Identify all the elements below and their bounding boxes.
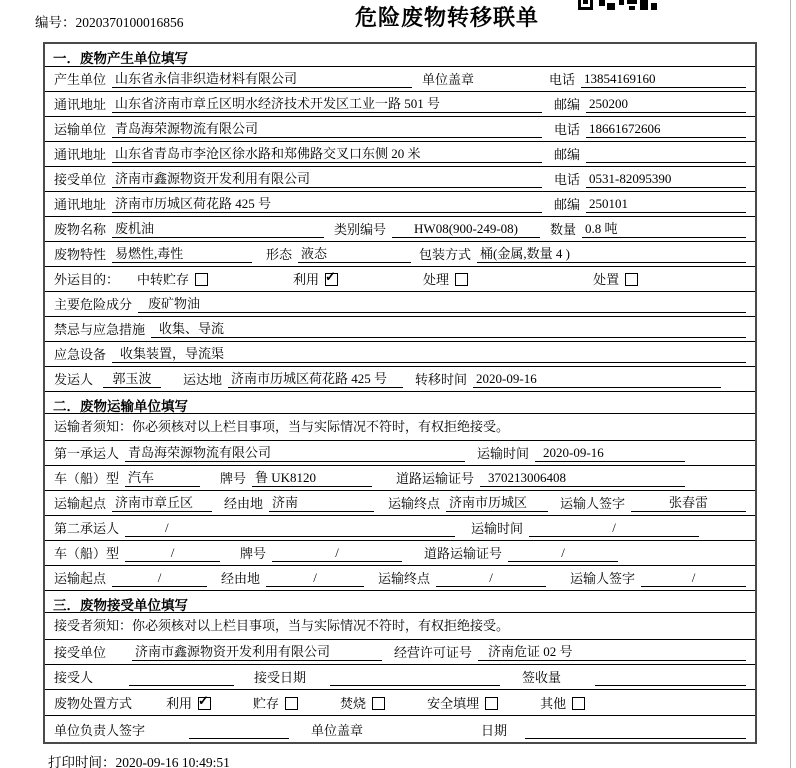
row-purpose: [45, 266, 755, 291]
transporter-value: 青岛海荣源物流有限公司: [112, 118, 542, 138]
carrier1-label: 第一承运人: [54, 446, 120, 461]
receiver-value: 济南市鑫源物资开发利用有限公司: [112, 168, 542, 188]
vehicle-label: 车（船）型: [54, 546, 120, 561]
via-label: 经由地: [224, 496, 264, 511]
row-carrier1: [45, 440, 755, 465]
origin-label: 运输起点: [54, 496, 107, 511]
stamp-label: 单位盖章: [422, 72, 475, 87]
row-receiver: [45, 166, 755, 191]
transporter-label: 运输单位: [54, 122, 107, 137]
property-label: 废物特性: [54, 247, 107, 262]
carrier-sign-label: 运输人签字: [570, 571, 636, 586]
stamp-label: 单位盖章: [311, 723, 364, 738]
dest-value: 济南市历城区荷花路 425 号: [228, 368, 403, 388]
permit1-value: 370213006408: [480, 470, 685, 487]
waste-name-label: 废物名称: [54, 222, 107, 237]
carrier2-value: /: [125, 520, 455, 537]
phone-label: 电话: [553, 172, 580, 187]
transporter-phone-value: 18661672606: [586, 121, 746, 138]
disposal-label: 废物处置方式: [54, 696, 133, 711]
row-route1: [45, 490, 755, 515]
qty-value: 0.8 吨: [582, 218, 746, 238]
transporter-notice-text: 运输者须知：你必须核对以上栏目事项，当与实际情况不符时，有权拒绝接受。: [54, 419, 510, 434]
license-value: 济南危证 02 号: [478, 641, 746, 661]
shipper-value: 郭玉波: [103, 368, 161, 388]
terminus-label: 运输终点: [378, 571, 431, 586]
zip-label: 邮编: [553, 197, 580, 212]
package-label: 包装方式: [419, 247, 472, 262]
transfer-time-label: 转移时间: [415, 372, 468, 387]
trans-time-label: 运输时间: [477, 446, 530, 461]
head-sign-label: 单位负责人签字: [54, 723, 146, 738]
date-value: [525, 722, 746, 739]
phone-label: 电话: [553, 122, 580, 137]
receiver-label: 接受单位: [54, 172, 107, 187]
row-receiver-addr: [45, 191, 755, 216]
disposal-option-label: 安全填埋: [427, 696, 480, 711]
waste-name-value: 废机油: [112, 218, 324, 238]
disposal-checkbox-other: [572, 697, 585, 710]
row-waste-property: [45, 241, 755, 266]
equipment-label: 应急设备: [54, 347, 107, 362]
origin2-value: /: [112, 570, 207, 587]
disposal-checkbox-landfill: [485, 697, 498, 710]
row-disposal: [45, 689, 755, 715]
addr-label: 通讯地址: [54, 97, 107, 112]
taboo-label: 禁忌与应急措施: [54, 322, 146, 337]
receive-unit-value: 济南市鑫源物资开发利用有限公司: [132, 641, 382, 661]
sign1-value: 张春雷: [631, 492, 746, 512]
addr-label: 通讯地址: [54, 197, 107, 212]
purpose-checkbox-treat: [455, 273, 468, 286]
purpose-option-label: 利用: [293, 272, 320, 287]
terminus-label: 运输终点: [388, 496, 441, 511]
license-label: 经营许可证号: [394, 645, 473, 660]
purpose-option-label: 中转贮存: [137, 272, 190, 287]
purpose-option-label: 处置: [593, 272, 620, 287]
via-label: 经由地: [221, 571, 261, 586]
addr-label: 通讯地址: [54, 147, 107, 162]
row-transporter-notice: [45, 413, 755, 440]
receiver-addr-value: 济南市历城区荷花路 425 号: [112, 193, 542, 213]
row-vehicle1: [45, 465, 755, 490]
carrier1-value: 青岛海荣源物流有限公司: [125, 442, 465, 462]
carrier2-label: 第二承运人: [54, 521, 120, 536]
disposal-option-label: 焚烧: [340, 696, 367, 711]
vehicle1-value: 汽车: [125, 467, 200, 487]
transporter-addr-value: 山东省青岛市李沧区徐水路和郑佛路交叉口东侧 20 米: [112, 143, 542, 163]
vehicle-label: 车（船）型: [54, 471, 120, 486]
print-time-value: 2020-09-16 10:49:51: [115, 755, 230, 768]
row-equipment: [45, 341, 755, 366]
phone-label: 电话: [548, 72, 575, 87]
purpose-checkbox-transfer-storage: [195, 273, 208, 286]
package-value: 桶(金属,数量 4 ): [477, 243, 746, 263]
purpose-checkbox-dispose: [625, 273, 638, 286]
disposal-checkbox-incinerate: [372, 697, 385, 710]
category-value: HW08(900-249-08): [392, 221, 540, 238]
serial-value: 2020370100016856: [75, 15, 184, 30]
row-transporter: [45, 116, 755, 141]
road-permit-label: 道路运输证号: [424, 546, 503, 561]
purpose-label: 外运目的：: [54, 272, 120, 287]
receiver-label: 接受单位: [54, 645, 107, 660]
section1-title: 一．废物产生单位填写: [53, 51, 188, 66]
receive-date-value: [330, 669, 500, 686]
row-vehicle2: [45, 540, 755, 565]
head-sign-value: [189, 722, 289, 739]
receiver-notice-text: 接受者须知：你必须核对以上栏目事项，当与实际情况不符时，有权拒绝接受。: [54, 618, 510, 633]
section3-title: 三．废物接受单位填写: [45, 590, 755, 612]
row-producer: [45, 66, 755, 91]
plate2-value: /: [272, 545, 402, 562]
hazard-label: 主要危险成分: [54, 297, 133, 312]
receiver-zip-value: 250101: [586, 196, 746, 213]
row-carrier2: [45, 515, 755, 540]
plate-label: 牌号: [220, 471, 247, 486]
row-receiver-notice: [45, 612, 755, 639]
origin-label: 运输起点: [54, 571, 107, 586]
taboo-value: 收集、导流: [151, 318, 746, 338]
receive-date-label: 接受日期: [254, 670, 307, 685]
form-value: 液态: [298, 243, 411, 263]
sign2-value: /: [641, 570, 746, 587]
carrier1-time-value: 2020-09-16: [535, 445, 685, 462]
producer-phone-value: 13854169160: [581, 71, 746, 88]
purpose-option-label: 处理: [423, 272, 450, 287]
row-hazard: [45, 291, 755, 316]
recipient-label: 接受人: [54, 670, 94, 685]
print-time-line: [48, 751, 230, 768]
property-value: 易燃性,毒性: [112, 243, 252, 263]
producer-zip-value: 250200: [586, 96, 746, 113]
purpose-checkbox-utilize: [325, 273, 338, 286]
origin1-value: 济南市章丘区: [112, 492, 212, 512]
hazard-value: 废矿物油: [138, 293, 746, 313]
via2-value: /: [266, 570, 364, 587]
serial-label: 编号：: [35, 15, 76, 30]
received-qty-label: 签收量: [522, 670, 562, 685]
row-shipper: [45, 366, 755, 391]
road-permit-label: 道路运输证号: [396, 471, 475, 486]
form-title: 危险废物转移联单: [354, 5, 540, 30]
form-label: 形态: [266, 247, 293, 262]
row-transporter-addr: [45, 141, 755, 166]
plate-label: 牌号: [240, 546, 267, 561]
print-time-label: 打印时间：: [48, 755, 116, 768]
zip-label: 邮编: [553, 97, 580, 112]
dest-label: 运达地: [183, 372, 223, 387]
row-route2: [45, 565, 755, 590]
producer-value: 山东省永信非织造材料有限公司: [112, 68, 412, 88]
producer-addr-value: 山东省济南市章丘区明水经济技术开发区工业一路 501 号: [112, 93, 542, 113]
disposal-checkbox-store: [285, 697, 298, 710]
trans-time-label: 运输时间: [471, 521, 524, 536]
shipper-label: 发运人: [54, 372, 94, 387]
qty-label: 数量: [550, 222, 577, 237]
terminus2-value: /: [436, 570, 546, 587]
page-edge-line: [790, 0, 791, 768]
recipient-value: [129, 669, 234, 686]
row-recipient: [45, 664, 755, 689]
producer-label: 产生单位: [54, 72, 107, 87]
transfer-time-value: 2020-09-16: [473, 371, 721, 388]
row-taboo: [45, 316, 755, 341]
carrier-sign-label: 运输人签字: [560, 496, 626, 511]
qr-code-partial: [578, 0, 660, 10]
via1-value: 济南: [269, 492, 374, 512]
received-qty-value: [595, 669, 746, 686]
vehicle2-value: /: [125, 545, 220, 562]
date-label: 日期: [481, 723, 508, 738]
disposal-option-label: 利用: [166, 696, 193, 711]
row-head-sign: [45, 715, 755, 742]
row-waste-name: [45, 216, 755, 241]
transporter-zip-value: [586, 146, 746, 163]
row-producer-addr: [45, 91, 755, 116]
serial-number-line: [35, 11, 184, 31]
disposal-option-label: 其他: [540, 696, 567, 711]
category-label: 类别编号: [334, 222, 387, 237]
form-table: [43, 42, 757, 744]
row-receive-unit: [45, 639, 755, 664]
disposal-checkbox-utilize: [198, 697, 211, 710]
carrier2-time-value: /: [529, 520, 699, 537]
receiver-phone-value: 0531-82095390: [586, 171, 746, 188]
plate1-value: 鲁 UK8120: [252, 467, 372, 487]
section2-title: 二．废物运输单位填写: [45, 391, 755, 413]
equipment-value: 收集装置，导流渠: [112, 343, 746, 363]
terminus1-value: 济南市历城区: [446, 492, 548, 512]
permit2-value: /: [508, 545, 618, 562]
zip-label: 邮编: [553, 147, 580, 162]
disposal-option-label: 贮存: [253, 696, 280, 711]
